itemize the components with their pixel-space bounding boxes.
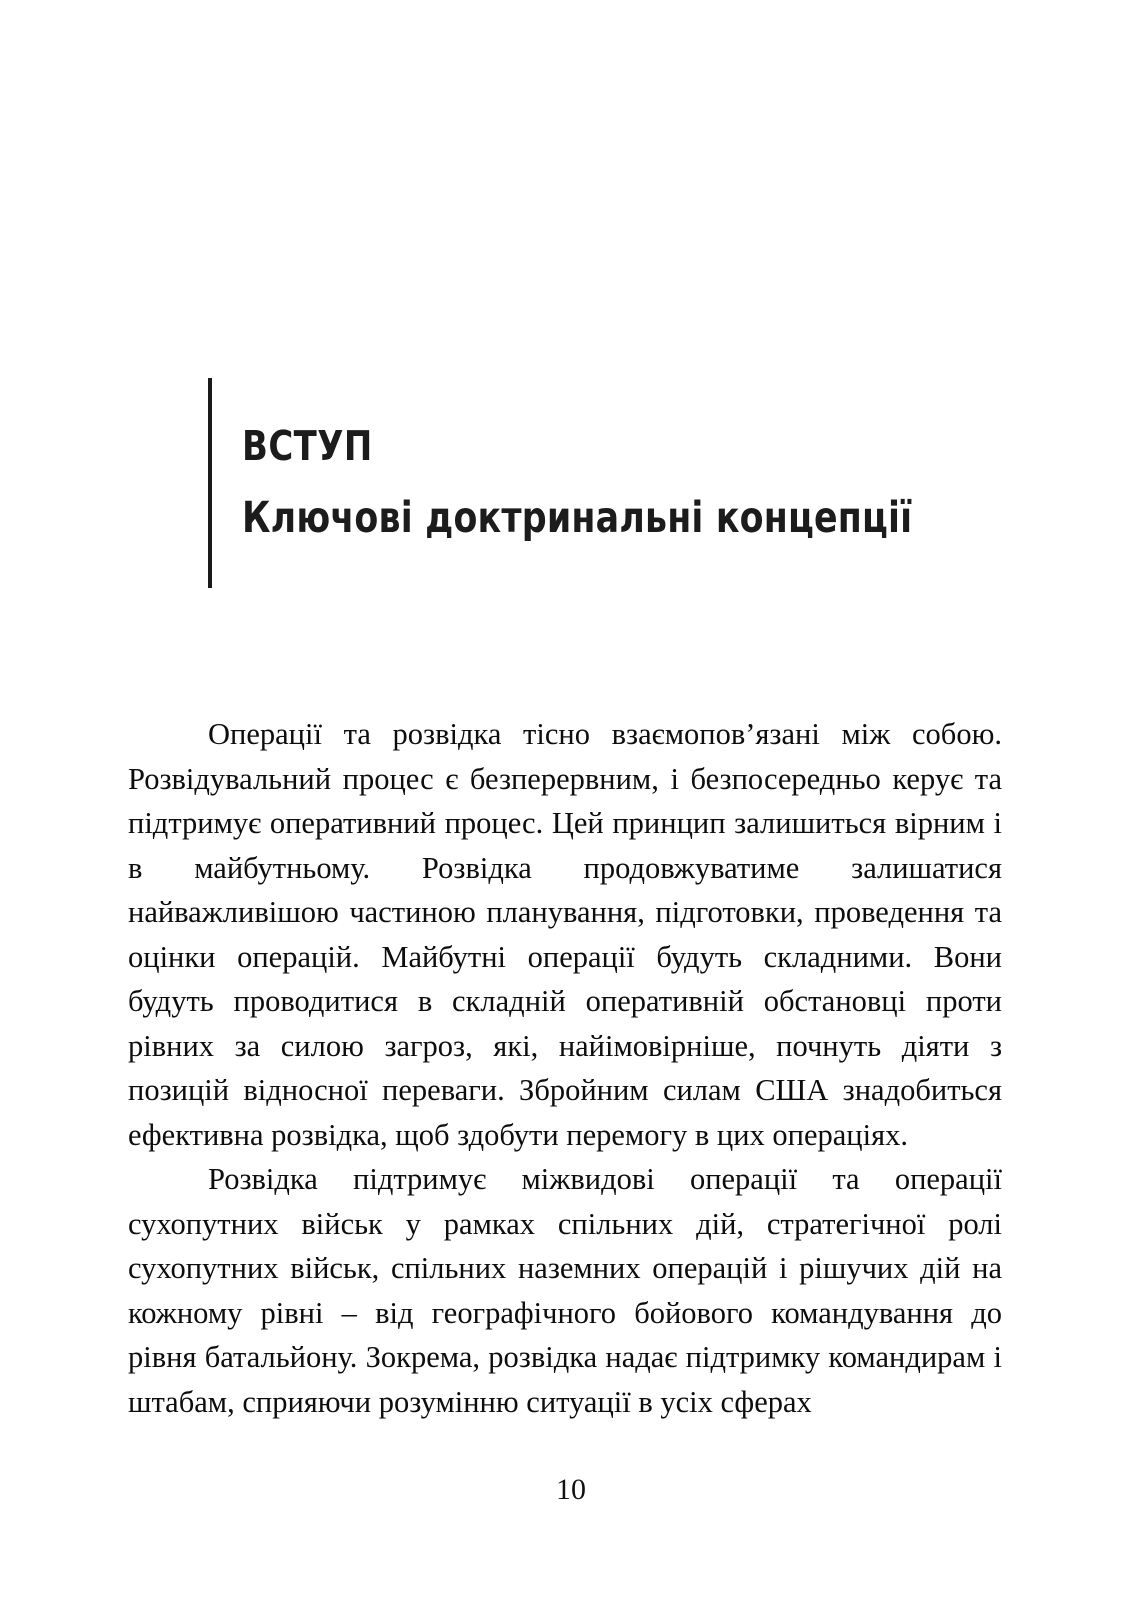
page-number: 10 [556,1473,586,1506]
heading-text-group [212,378,987,588]
body-paragraph-1: Операції та розвідка тісно взаємопов’язані між собою. Розвідувальний процес є безперервним, і безпосередньо керує та підтримує оперативний процес. Цей принцип залишиться вірним і в майбутньому. Розвідка продовжуватиме залишатися найважливішою частиною планування, підготовки, проведення та оцінки операцій. Майбутні операції будуть складними. Вони будуть проводитися в складній оперативній обстановці проти рівних за силою загроз, які, найімовірніше, почнуть діяти з позицій відносної переваги. Збройним силам США знадобиться ефективна розвідка, щоб здобути перемогу в цих операціях. [128,717,1002,1152]
chapter-heading-block [208,378,1008,588]
body-paragraph-2: Розвідка підтримує міжвидові операції та операції сухопутних військ у рамках спільних дій, стратегічної ролі сухопутних військ, спільних наземних операцій і рішучих дій на кожному рівні – від географічного бойового командування до рівня батальйону. Зокрема, розвідка надає підтримку командирам і штабам, сприяючи розумінню ситуації в усіх сферах [128,1162,1002,1419]
chapter-title: Ключові доктринальні концепції [242,493,913,543]
body-text-column [128,712,1002,1424]
chapter-kicker: ВСТУП [242,422,373,470]
